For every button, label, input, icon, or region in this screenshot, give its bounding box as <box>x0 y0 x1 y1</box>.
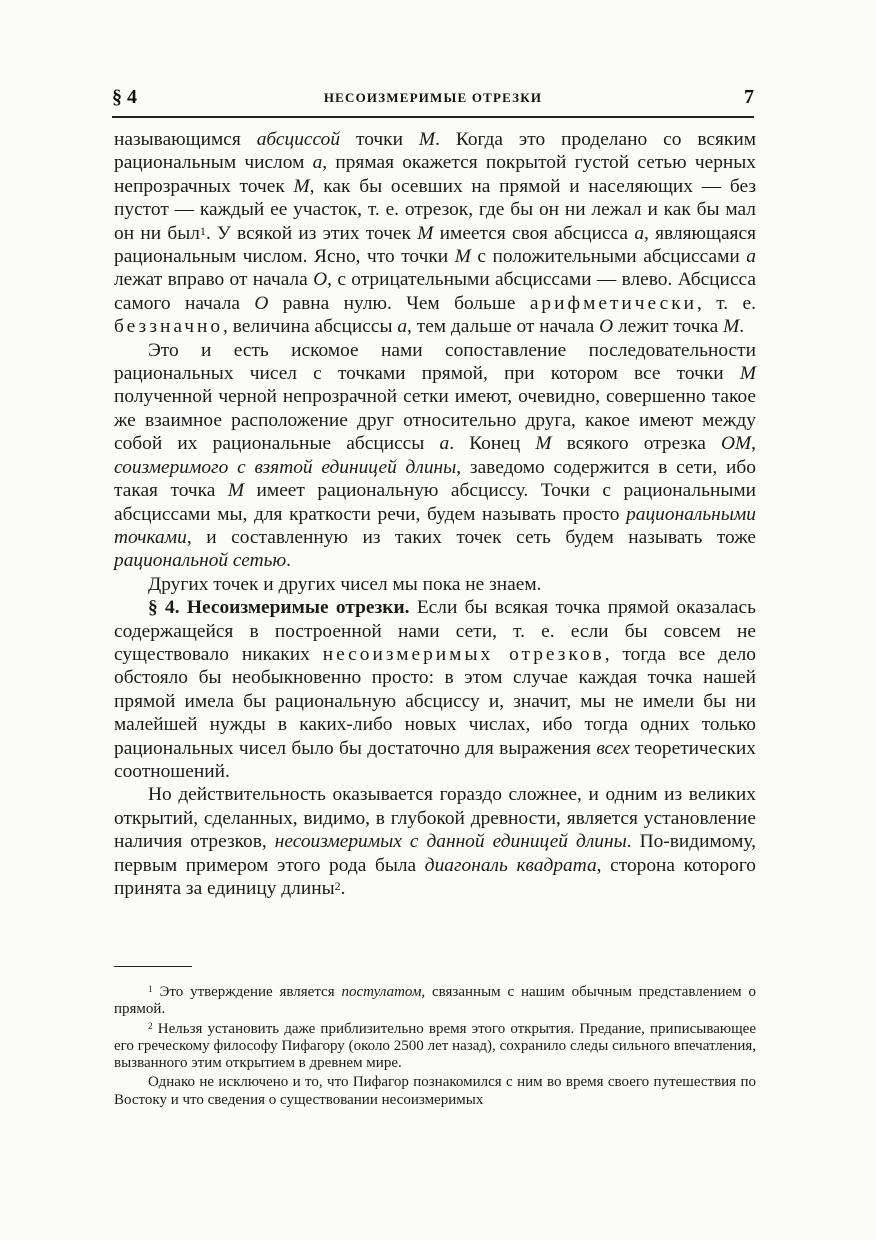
section-4-paragraph: § 4. Несоизмеримые отрезки. Если бы всякая точка прямой оказалась содержащейся в построенной нами сети, т. е. если бы совсем не существовало никаких несоизмеримых отрезков, тогда все дело обстояло бы необыкновенно просто: в этом случае каждая точка нашей прямой имела бы рациональную абсциссу и, значит, мы не имели бы ни малейшей нужды в каких-либо новых числах, ибо тогда одних только рациональных чисел было бы достаточно для выражения всех теоретических соотношений. <box>114 597 756 782</box>
paragraph-1: называющимся абсциссой точки М. Когда это проделано со всяким рациональным числом а, прямая окажется покрытой густой сетью черных непрозрачных точек М, как бы осевших на прямой и населяющих — без пустот — каждый ее участок, т. е. отрезок, где бы он ни лежал и как бы мал он ни был$^1$. У всякой из этих точек М имеется своя абсцисса а, являющаяся рациональным числом. Ясно, что точки М с положительными абсциссами а лежат вправо от начала О, с отрицательными абсциссами — влево. Абсцисса самого начала О равна нулю. Чем больше арифметически, т. е. беззначно, величина абсциссы а, тем дальше от начала О лежит точка М. <box>114 129 757 338</box>
footnote-rule <box>114 966 192 967</box>
footnotes <box>114 984 756 1111</box>
running-title: НЕСОИЗМЕРИМЫЕ ОТРЕЗКИ <box>323 90 543 105</box>
footnote-ref-1: 1 <box>199 223 206 238</box>
paragraph-2: Это и есть искомое нами сопоставление последовательности рациональных чисел с точками прямой, при котором все точки М полученной черной непрозрачной сетки имеют, очевидно, совершенно такое же взаимное расположение друг относительно друга, какое имеют между собой их рациональные абсциссы а. Конец М всякого отрезка ОМ, соизмеримого с взятой единицей длины, заведомо содержится в сети, ибо такая точка М имеет рациональную абсциссу. Точки с рациональными абсциссами мы, для краткости речи, будем называть просто рациональными точками, и составленную из таких точек сеть будем называть тоже рациональной сетью. <box>114 339 757 572</box>
footnote-1: $^1$ Это утверждение является постулатом, связанным с нашим обычным представлением о прямой. <box>114 984 756 1018</box>
section-heading: § 4. Несоизмеримые отрезки. <box>148 597 410 619</box>
header-rule <box>112 116 754 118</box>
main-text <box>114 128 756 900</box>
footnote-2-continued: Однако не исключено и то, что Пифагор познакомился с ним во время своего путешествия по Востоку и что сведения о существовании несоизмеримых <box>114 1074 756 1108</box>
page-number: 7 <box>744 86 754 108</box>
paragraph-5: Но действительность оказывается гораздо сложнее, и одним из великих открытий, сделанных, видимо, в глубокой древности, является установление наличия отрезков, несоизмеримых с данной единицей длины. По-видимому, первым примером этого рода была диагональ квадрата, сторона которого принята за единицу длины$^2$. <box>114 784 756 899</box>
footnote-2: $^2$ Нельзя установить даже приблизительно время этого открытия. Предание, приписывающее его греческому философу Пифагору (около 2500 лет назад), сохранило следы сильного впечатления, вызванного этим открытием в древнем мире. <box>114 1020 756 1072</box>
running-header <box>112 86 754 112</box>
section-number: § 4 <box>112 86 137 108</box>
paragraph-3: Других точек и других чисел мы пока не знаем. <box>148 573 542 595</box>
footnote-ref-2: 2 <box>334 879 341 893</box>
